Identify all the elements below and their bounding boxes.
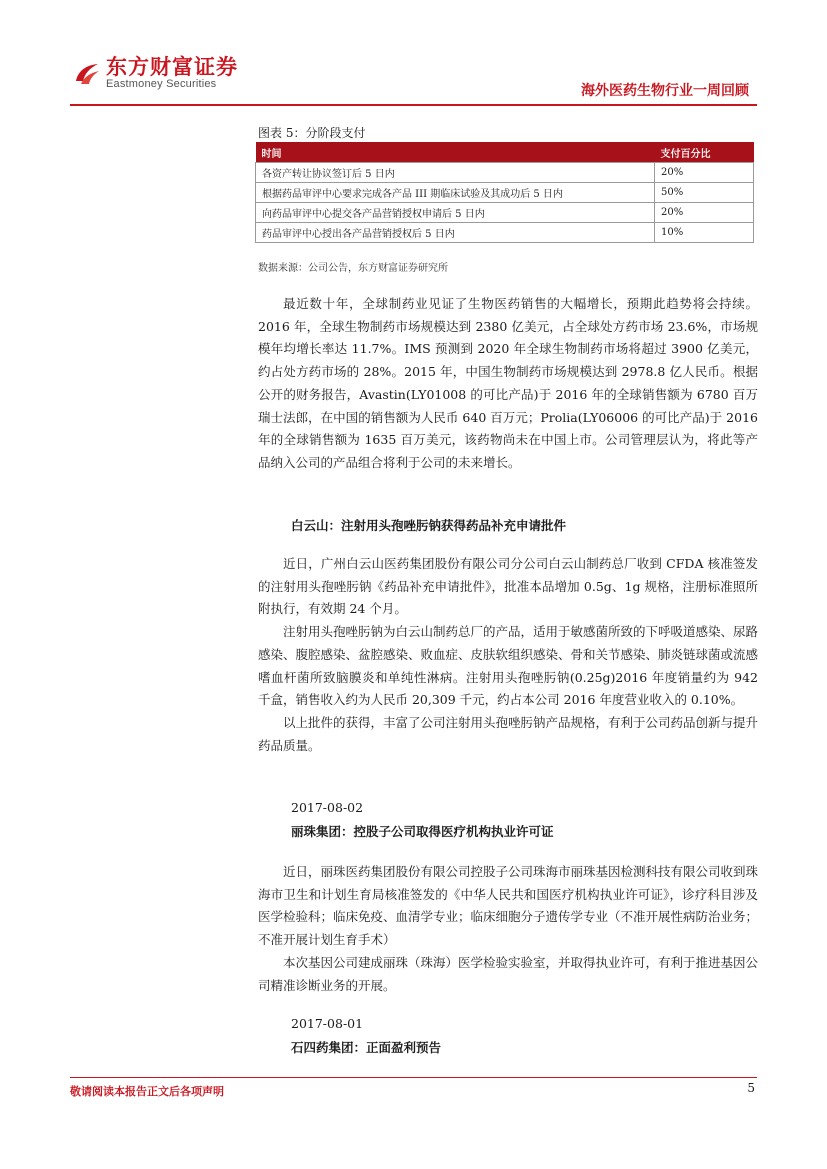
column-header-time: 时间: [256, 142, 655, 163]
paragraph-text: 近日，广州白云山医药集团股份有限公司分公司白云山制药总厂收到 CFDA 核准签发的注射用头孢唑肟钠《药品补充申请批件》，批准本品增加 0.5g、1g 规格，注册标准照所附执行，有效期 24 个月。: [258, 556, 758, 617]
livzon-section-body: [258, 861, 758, 997]
eastmoney-logo-icon: [72, 59, 102, 89]
table-row: [256, 163, 754, 183]
table-header-row: [256, 142, 754, 163]
data-source-note: 数据来源：公司公告，东方财富证券研究所: [258, 263, 448, 274]
paragraph-text: 以上批件的获得，丰富了公司注射用头孢唑肟钠产品规格，有利于公司药品创新与提升药品质量。: [258, 714, 759, 753]
payment-schedule-table: [255, 142, 754, 243]
cell-time: 药品审评中心授出各产品营销授权后 5 日内: [256, 223, 655, 243]
paragraph-text: 近日，丽珠医药集团股份有限公司控股子公司珠海市丽珠基因检测科技有限公司收到珠海市卫生和计划生育局核准签发的《中华人民共和国医疗机构执业许可证》，诊疗科目涉及医学检验科；临床免疫、血清学专业；临床细胞分子遗传学专业（不准开展性病防治业务；不准开展计划生育手术）: [258, 864, 759, 948]
section-title-ssy: 石四药集团：正面盈利预告: [291, 1040, 442, 1055]
news-date: 2017-08-01: [291, 1016, 364, 1031]
table-row: [256, 223, 754, 243]
cell-percent: 50%: [655, 183, 754, 203]
company-logo: [72, 56, 238, 91]
paragraph-text: 注射用头孢唑肟钠为白云山制药总厂的产品，适用于敏感菌所致的下呼吸道感染、尿路感染、腹腔感染、盆腔感染、败血症、皮肤软组织感染、骨和关节感染、肺炎链球菌或流感嗜血杆菌所致脑膜炎和单纯性淋病。注射用头孢唑肟钠(0.25g)2016 年度销量约为 942 千盒，销售收入约为人民币 20,309 千元，约占本公司 2016 年度营业收入的 0.10%。: [258, 624, 759, 708]
column-header-percent: 支付百分比: [655, 142, 754, 163]
logo-chinese-name: 东方财富证券: [106, 55, 238, 79]
disclaimer-note: 敬请阅读本报告正文后各项声明: [70, 1085, 224, 1098]
page-number: 5: [747, 1081, 755, 1095]
table-row: [256, 183, 754, 203]
market-paragraph: [258, 293, 758, 475]
baiyunshan-section-body: [258, 553, 758, 757]
figure-title: 图表 5：分阶段支付: [258, 126, 366, 140]
section-title-baiyunshan: 白云山：注射用头孢唑肟钠获得药品补充申请批件: [291, 518, 567, 533]
paragraph-text: 本次基因公司建成丽珠（珠海）医学检验实验室，并取得执业许可，有利于推进基因公司精准诊断业务的开展。: [258, 954, 759, 993]
cell-time: 根据药品审评中心要求完成各产品 III 期临床试验及其成功后 5 日内: [256, 183, 655, 203]
cell-percent: 10%: [655, 223, 754, 243]
table-row: [256, 203, 754, 223]
footer-divider: [70, 1077, 757, 1078]
cell-percent: 20%: [655, 203, 754, 223]
news-date: 2017-08-02: [291, 800, 364, 815]
cell-percent: 20%: [655, 163, 754, 183]
report-title: 海外医药生物行业一周回顾: [581, 83, 749, 99]
header-divider: [70, 104, 757, 106]
logo-english-name: Eastmoney Securities: [106, 78, 217, 90]
section-title-livzon: 丽珠集团：控股子公司取得医疗机构执业许可证: [291, 824, 554, 839]
cell-time: 向药品审评中心提交各产品营销授权申请后 5 日内: [256, 203, 655, 223]
paragraph-text: 最近数十年，全球制药业见证了生物医药销售的大幅增长，预期此趋势将会持续。2016 年，全球生物制药市场规模达到 2380 亿美元，占全球处方药市场 23.6%，市场规模年均增长率达 11.7%。IMS 预测到 2020 年全球生物制药市场将超过 3900 亿美元，约占处方药市场的 28%。2015 年，中国生物制药市场规模达到 2978.8 亿人民币。根据公开的财务报告，Avastin(LY01008 的可比产品)于 2016 年的全球销售额为 6780 百万瑞士法郎，在中国的销售额为人民币 640 百万元；Prolia(LY06006 的可比产品)于 2016 年的全球销售额为 1635 百万美元，该药物尚未在中国上市。公司管理层认为，将此等产品纳入公司的产品组合将利于公司的未来增长。: [258, 296, 758, 470]
cell-time: 各资产转让协议签订后 5 日内: [256, 163, 655, 183]
